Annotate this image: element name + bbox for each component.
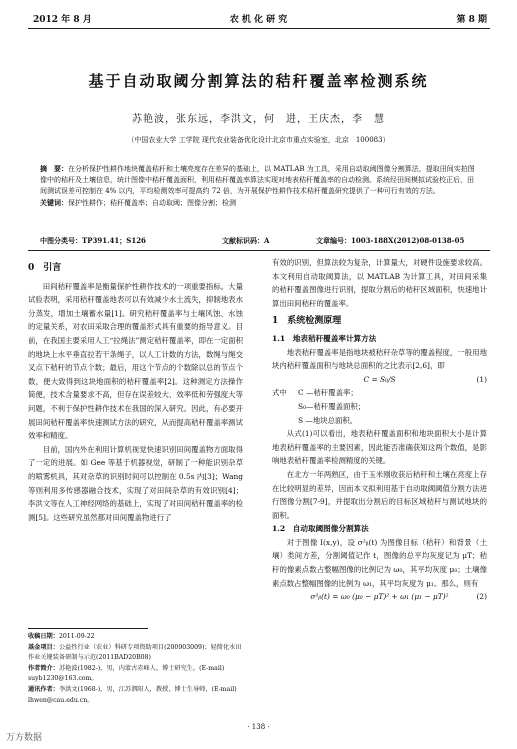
where-item: S₀—秸秆覆盖面积； <box>298 401 366 411</box>
abstract-label: 摘 要： <box>40 164 68 173</box>
abstract-rule <box>28 250 490 251</box>
footnote-bio-text: 苏艳波(1982-)，男，内蒙古赤峰人，博士研究生，(E-mail) suyb1230@163.com。 <box>28 664 225 683</box>
coverage-analysis-paragraph: 从式(1)可以看出，地表秸秆覆盖面积和地块面积大小是计算地表秸秆覆盖率的主要因素，因此能否准确获知这两个数值，是影响地表秸秆覆盖率检测精度的关键。 <box>272 429 487 466</box>
affiliation: （中国农业大学 工学院 现代农业装备优化设计北京市重点实验室，北京 100083） <box>127 136 390 144</box>
equation-2-text: σ²ᵦ(t) = ω₀ (μ₀ − μT)² + ω₁ (μ₁ − μT)² <box>310 592 449 602</box>
footnote-contact <box>28 685 243 706</box>
intro-paragraph-1: 田间秸秆覆盖率是衡量保护性耕作技术的一项重要指标。大量试验表明，采用秸秆覆盖地表可以有效减少水土流失，抑制地表水分蒸发，增加土壤蓄水量[1]。研究秸秆覆盖率与土壤风蚀、水蚀的定量关系，对农田采取合理的覆盖形式具有重要的指导意义。目前，在我国主要采用人工“拉绳法”测定秸秆覆盖率，即在一定面积的地块上水平垂直拉若干条绳子，以人工计数的方法，数绳与绳交叉点下秸秆的节点个数；最后，用这个节点的个数除以总的节点个数，便大致得到这块地面积的秸秆覆盖率[2]。这种测定方法操作简便，技术含量要求不高，但存在误差较大、效率低和劳强度大等问题，不利于保护性耕作技术在我国的深入研究。因此，有必要开展田间秸秆覆盖率快速测试方法的研究，从而提高秸秆覆盖率测试效率和精度。 <box>28 281 243 441</box>
footnote-fund-text: 公益性行业（农业）科研专项资助项目(200903009)；轻简化水田作业关键装备研制与示范(2011BAD20B08) <box>28 643 242 662</box>
subsection-coverage-calc: 1.1 地表秸秆覆盖率计算方法 <box>272 333 377 343</box>
coverage-paragraph: 地表秸秆覆盖率是指地块被秸秆杂草等的覆盖程度，一般用地块内秸秆覆盖面积与地块总面积的之比表示[2,6]，即 <box>272 347 487 371</box>
where-item: S —地块总面积。 <box>298 415 358 425</box>
abstract-text: 在分析保护性耕作地块覆盖秸秆和土壤亮度存在差异的基础上，以 MATLAB 为工具，采用自动取阈图像分割算法，提取田间实拍图像中的秸秆及土壤信息，统计图像中秸秆覆盖面积，利用秸秆覆盖率算法实现对地表秸秆覆盖率的自动检测。系统经田间模拟试验校正后，田间测试误差可控制在 4% 以内，平均检测效率可提高约 72 倍，为开展保护性耕作技术秸秆覆盖研究提供了一种可行有效的方法。 <box>40 165 475 195</box>
where-block <box>272 386 487 427</box>
subsection-segmentation: 1.2 自动取阈图像分割算法 <box>272 524 369 534</box>
document-code: 文献标识码：A <box>222 236 270 245</box>
equation-1-text: C = S₀/S <box>363 374 396 384</box>
keywords <box>40 197 480 209</box>
north-region-paragraph: 在北方一年两熟区，由于玉米刚收获后秸秆和土壤在亮度上存在比较明显的差异，因而本文拟利用基于自动取阈阈值分割方法进行图像分割[7-9]，并提取出分割后的目标区域秸秆与测试地块的面积。 <box>272 469 487 520</box>
intro-continued: 有效的识别，但算法较为复杂，计算量大，对硬件设施要求较高。本文利用自动取阈算法，以 MATLAB 为计算工具，对田间采集的秸秆覆盖图像进行识别，提取分割后的秸秆区域面积，快速地计算出田间秸秆的覆盖率。 <box>272 258 487 308</box>
footnote-contact-label: 通讯作者： <box>28 685 59 693</box>
footnote-contact-text: 李洪文(1968-)，男，江苏泗阳人，教授，博士生导师，(E-mail) lhwen@cau.edu.cn。 <box>28 685 237 704</box>
equation-1-number: (1) <box>476 374 487 384</box>
segmentation-paragraph: 对于图像 I(x,y)，设 σ²ᵦ(t) 为图像目标（秸秆）和背景（土壤）类间方差，分割阈值记作 t，图像的总平均灰度记为 μT；秸秆的像素点数占整幅图像的比例记为 ω₀，其平均灰度 μ₀；土壤像素点数占整幅图像的比例为 ω₁，其平均灰度为 μ₁。那么，则有 <box>272 537 487 588</box>
keywords-text: 保护性耕作；秸秆覆盖率；自动取阈；图像分割；检测 <box>68 199 236 207</box>
footnote-bio <box>28 664 243 685</box>
authors: 苏艳波，张东远，李洪文，何 进，王庆杰，李 慧 <box>132 114 385 125</box>
footnote <box>28 632 243 706</box>
abstract <box>40 163 480 197</box>
equation-2 <box>272 590 487 604</box>
where-label: 式中 <box>272 388 287 398</box>
paper-title: 基于自动取阈分割算法的秸秆覆盖率检测系统 <box>88 72 429 90</box>
where-item: C —秸秆覆盖率； <box>298 388 358 398</box>
footnote-received <box>28 632 243 643</box>
watermark: 万方数据 <box>6 733 43 743</box>
header-rule <box>28 28 490 29</box>
intro-paragraph-2: 目前，国内外在利用计算机视觉快速识别田间覆盖物方面取得了一定的进展。如 Gee 等基于机器视觉，研制了一种能识别杂草的喷雾机具，其对杂草的识别时间可以控制在 0.5s 内[3]；Wang 等则利用多传感器融合技术，实现了对田间杂草的有效识别[4]；李洪文等在人工神经网络的基础上，实现了对田间秸秆覆盖率的检测[5]。这些研究虽然都对田间覆盖物进行了 <box>28 444 243 522</box>
footnote-rule <box>28 628 148 629</box>
article-number: 文章编号：1003-188X(2012)08-0138-05 <box>316 236 465 245</box>
footnote-bio-label: 作者简介： <box>28 664 59 672</box>
clc-number: 中图分类号：TP391.41；S126 <box>40 236 146 245</box>
keywords-label: 关键词： <box>40 198 68 207</box>
header-date: 2012 年 8 月 <box>33 15 92 25</box>
page-number: · 138 · <box>247 723 270 731</box>
footnote-fund-label: 基金项目： <box>28 643 59 651</box>
header-journal: 农 机 化 研 究 <box>229 15 288 25</box>
equation-1 <box>272 373 487 387</box>
footnote-received-label: 收稿日期： <box>28 633 59 640</box>
section-principle: 1 系统检测原理 <box>272 316 342 327</box>
footnote-fund <box>28 643 243 664</box>
right-column <box>272 256 487 604</box>
footnote-received-text: 2011-09-22 <box>58 633 95 640</box>
section-introduction: 0 引言 <box>28 263 62 273</box>
left-column <box>28 256 243 524</box>
equation-2-number: (2) <box>476 592 487 602</box>
header-issue: 第 8 期 <box>456 15 487 25</box>
abstract-block <box>40 163 480 209</box>
